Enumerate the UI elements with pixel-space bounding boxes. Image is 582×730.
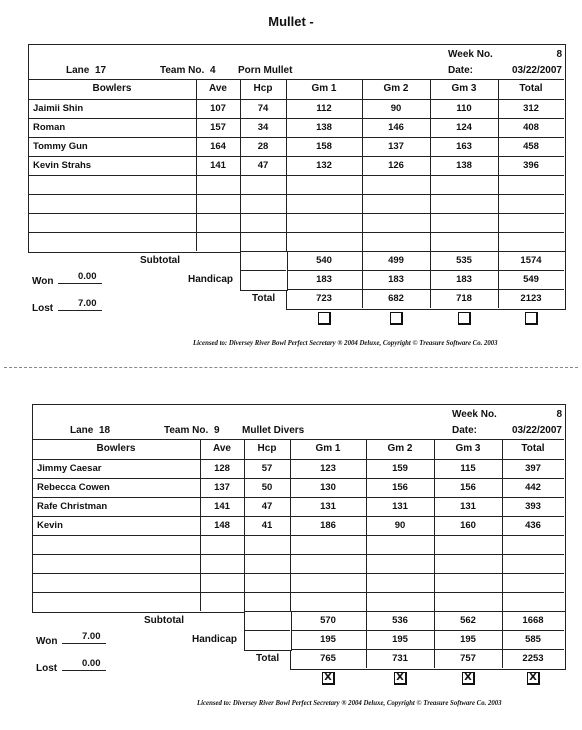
team-label: Team No. bbox=[160, 65, 205, 76]
lane-number: 18 bbox=[99, 425, 111, 436]
total-g2: 731 bbox=[392, 653, 408, 664]
bowler-g1: 123 bbox=[320, 463, 336, 474]
lane-label: Lane bbox=[66, 65, 90, 76]
subtotal-label: Subtotal bbox=[140, 255, 180, 266]
row-divider bbox=[28, 137, 564, 138]
total-g2: 682 bbox=[388, 293, 404, 304]
bowler-g2: 126 bbox=[388, 160, 404, 171]
bowler-ave: 148 bbox=[214, 520, 230, 531]
bowler-ave: 107 bbox=[210, 103, 226, 114]
row-divider bbox=[28, 232, 564, 233]
bowler-hcp: 57 bbox=[261, 463, 273, 474]
bowler-total: 436 bbox=[525, 520, 541, 531]
bowler-hcp: 47 bbox=[257, 160, 269, 171]
column-header-ave: Ave bbox=[213, 443, 231, 454]
bowler-total: 396 bbox=[523, 160, 539, 171]
page-title: Mullet - bbox=[268, 14, 314, 29]
bowler-name: Jaimii Shin bbox=[33, 103, 84, 114]
lost-value: 7.00 bbox=[78, 298, 97, 309]
team-number: 9 bbox=[214, 425, 220, 436]
bowler-total: 397 bbox=[525, 463, 541, 474]
week-label: Week No. bbox=[452, 409, 497, 420]
row-divider bbox=[32, 478, 564, 479]
row-divider bbox=[32, 592, 564, 593]
row-divider bbox=[32, 497, 564, 498]
subtotal-total: 1668 bbox=[522, 615, 544, 626]
row-divider bbox=[32, 516, 564, 517]
bowler-g3: 131 bbox=[460, 501, 476, 512]
bowler-g3: 124 bbox=[456, 122, 472, 133]
lane-number: 17 bbox=[95, 65, 107, 76]
win-checkbox[interactable] bbox=[318, 312, 331, 325]
bowler-g1: 130 bbox=[320, 482, 336, 493]
handicap-g2: 183 bbox=[388, 274, 404, 285]
week-number: 8 bbox=[556, 49, 562, 60]
bowler-g1: 112 bbox=[316, 103, 332, 114]
won-underline bbox=[62, 643, 106, 644]
won-value: 7.00 bbox=[82, 631, 101, 642]
win-checkbox[interactable]: X bbox=[527, 672, 540, 685]
bowler-total: 393 bbox=[525, 501, 541, 512]
bowler-g2: 131 bbox=[392, 501, 408, 512]
header-divider bbox=[32, 439, 564, 440]
license-text: Licensed to: Diversey River Bowl Perfect Secretary ® 2004 Deluxe, Copyright © Treasure Software Co. 2003 bbox=[197, 700, 502, 707]
bowler-total: 408 bbox=[523, 122, 539, 133]
won-value: 0.00 bbox=[78, 271, 97, 282]
won-underline bbox=[58, 283, 102, 284]
bowler-g2: 156 bbox=[392, 482, 408, 493]
subtotal-g3: 562 bbox=[460, 615, 476, 626]
hcp-summary-box bbox=[240, 251, 288, 291]
bowler-total: 458 bbox=[523, 141, 539, 152]
handicap-label: Handicap bbox=[188, 274, 234, 285]
bowler-ave: 137 bbox=[214, 482, 230, 493]
bowler-g1: 131 bbox=[320, 501, 336, 512]
bowler-g3: 156 bbox=[460, 482, 476, 493]
row-divider bbox=[32, 459, 564, 460]
column-header-bowlers: Bowlers bbox=[96, 443, 136, 454]
total-g1: 723 bbox=[316, 293, 332, 304]
bowler-name: Tommy Gun bbox=[33, 141, 88, 152]
summary-row-divider bbox=[286, 289, 564, 290]
subtotal-g2: 499 bbox=[388, 255, 404, 266]
handicap-g3: 195 bbox=[460, 634, 476, 645]
bowler-g3: 110 bbox=[456, 103, 472, 114]
summary-row-divider bbox=[286, 270, 564, 271]
bowler-name: Kevin Strahs bbox=[33, 160, 92, 171]
bowler-g2: 159 bbox=[392, 463, 408, 474]
win-checkbox[interactable] bbox=[390, 312, 403, 325]
column-header-gm2: Gm 2 bbox=[387, 443, 413, 454]
column-header-gm2: Gm 2 bbox=[383, 83, 409, 94]
bowler-total: 442 bbox=[525, 482, 541, 493]
date-label: Date: bbox=[452, 425, 478, 436]
win-checkbox[interactable]: X bbox=[394, 672, 407, 685]
total-total: 2253 bbox=[522, 653, 544, 664]
week-number: 8 bbox=[556, 409, 562, 420]
row-divider bbox=[32, 554, 564, 555]
summary-row-divider bbox=[240, 270, 286, 271]
date-value: 03/22/2007 bbox=[511, 65, 562, 76]
bowler-ave: 164 bbox=[210, 141, 226, 152]
lost-value: 0.00 bbox=[82, 658, 101, 669]
date-value: 03/22/2007 bbox=[511, 425, 562, 436]
lane-label: Lane bbox=[70, 425, 94, 436]
handicap-g1: 183 bbox=[316, 274, 332, 285]
total-g3: 718 bbox=[456, 293, 472, 304]
subtotal-g2: 536 bbox=[392, 615, 408, 626]
bowler-g1: 186 bbox=[320, 520, 336, 531]
week-label: Week No. bbox=[448, 49, 493, 60]
row-divider bbox=[28, 194, 564, 195]
bowler-g3: 138 bbox=[456, 160, 472, 171]
column-header-gm1: Gm 1 bbox=[315, 443, 341, 454]
bowler-hcp: 47 bbox=[261, 501, 273, 512]
total-row-label: Total bbox=[256, 653, 280, 664]
subtotal-total: 1574 bbox=[520, 255, 542, 266]
bowler-ave: 157 bbox=[210, 122, 226, 133]
row-divider bbox=[32, 573, 564, 574]
lost-underline bbox=[58, 310, 102, 311]
cut-line bbox=[4, 367, 578, 368]
row-divider bbox=[28, 175, 564, 176]
handicap-g3: 183 bbox=[456, 274, 472, 285]
bowler-name: Roman bbox=[33, 122, 66, 133]
license-text: Licensed to: Diversey River Bowl Perfect Secretary ® 2004 Deluxe, Copyright © Treasure Software Co. 2003 bbox=[193, 340, 498, 347]
team-name: Porn Mullet bbox=[238, 65, 293, 76]
bowler-g2: 90 bbox=[390, 103, 402, 114]
bowler-g3: 115 bbox=[460, 463, 476, 474]
won-label: Won bbox=[32, 276, 54, 287]
bowler-name: Rafe Christman bbox=[37, 501, 108, 512]
subtotal-g1: 570 bbox=[320, 615, 336, 626]
lost-label: Lost bbox=[32, 303, 54, 314]
bowler-g1: 138 bbox=[316, 122, 332, 133]
column-header-bowlers: Bowlers bbox=[92, 83, 132, 94]
bowler-hcp: 28 bbox=[257, 141, 269, 152]
team-number: 4 bbox=[210, 65, 216, 76]
column-header-total: Total bbox=[519, 83, 543, 94]
subtotal-g1: 540 bbox=[316, 255, 332, 266]
total-g1: 765 bbox=[320, 653, 336, 664]
won-label: Won bbox=[36, 636, 58, 647]
team-label: Team No. bbox=[164, 425, 209, 436]
column-header-gm1: Gm 1 bbox=[311, 83, 337, 94]
handicap-g2: 195 bbox=[392, 634, 408, 645]
team-name: Mullet Divers bbox=[242, 425, 305, 436]
win-checkbox[interactable]: X bbox=[322, 672, 335, 685]
win-checkbox[interactable] bbox=[458, 312, 471, 325]
summary-row-divider bbox=[290, 649, 564, 650]
bowler-g1: 132 bbox=[316, 160, 332, 171]
bowler-g2: 90 bbox=[394, 520, 406, 531]
bowler-ave: 141 bbox=[210, 160, 226, 171]
summary-row-divider bbox=[290, 630, 564, 631]
win-checkbox[interactable] bbox=[525, 312, 538, 325]
bowler-g2: 146 bbox=[388, 122, 404, 133]
win-checkbox[interactable]: X bbox=[462, 672, 475, 685]
bowler-g3: 160 bbox=[460, 520, 476, 531]
lost-underline bbox=[62, 670, 106, 671]
row-divider bbox=[28, 213, 564, 214]
column-header-total: Total bbox=[521, 443, 545, 454]
handicap-g1: 195 bbox=[320, 634, 336, 645]
row-divider bbox=[32, 535, 564, 536]
bowler-g2: 137 bbox=[388, 141, 404, 152]
bowler-name: Rebecca Cowen bbox=[37, 482, 110, 493]
subtotal-label: Subtotal bbox=[144, 615, 184, 626]
row-divider bbox=[28, 156, 564, 157]
bowler-name: Kevin bbox=[37, 520, 63, 531]
bowler-name: Jimmy Caesar bbox=[37, 463, 102, 474]
bowler-g3: 163 bbox=[456, 141, 472, 152]
handicap-total: 585 bbox=[525, 634, 541, 645]
bowler-hcp: 34 bbox=[257, 122, 269, 133]
total-total: 2123 bbox=[520, 293, 542, 304]
row-divider bbox=[28, 118, 564, 119]
column-header-ave: Ave bbox=[209, 83, 227, 94]
column-header-gm3: Gm 3 bbox=[451, 83, 477, 94]
summary-row-divider bbox=[244, 630, 290, 631]
subtotal-g3: 535 bbox=[456, 255, 472, 266]
column-header-hcp: Hcp bbox=[253, 83, 273, 94]
total-row-label: Total bbox=[252, 293, 276, 304]
date-label: Date: bbox=[448, 65, 474, 76]
hcp-summary-box bbox=[244, 611, 292, 651]
handicap-label: Handicap bbox=[192, 634, 238, 645]
lost-label: Lost bbox=[36, 663, 58, 674]
total-g3: 757 bbox=[460, 653, 476, 664]
bowler-hcp: 41 bbox=[261, 520, 273, 531]
bowler-ave: 128 bbox=[214, 463, 230, 474]
row-divider bbox=[28, 99, 564, 100]
column-header-hcp: Hcp bbox=[257, 443, 277, 454]
bowler-g1: 158 bbox=[316, 141, 332, 152]
handicap-total: 549 bbox=[523, 274, 539, 285]
column-header-gm3: Gm 3 bbox=[455, 443, 481, 454]
bowler-total: 312 bbox=[523, 103, 539, 114]
bowler-ave: 141 bbox=[214, 501, 230, 512]
header-divider bbox=[28, 79, 564, 80]
bowler-hcp: 74 bbox=[257, 103, 269, 114]
bowler-hcp: 50 bbox=[261, 482, 273, 493]
